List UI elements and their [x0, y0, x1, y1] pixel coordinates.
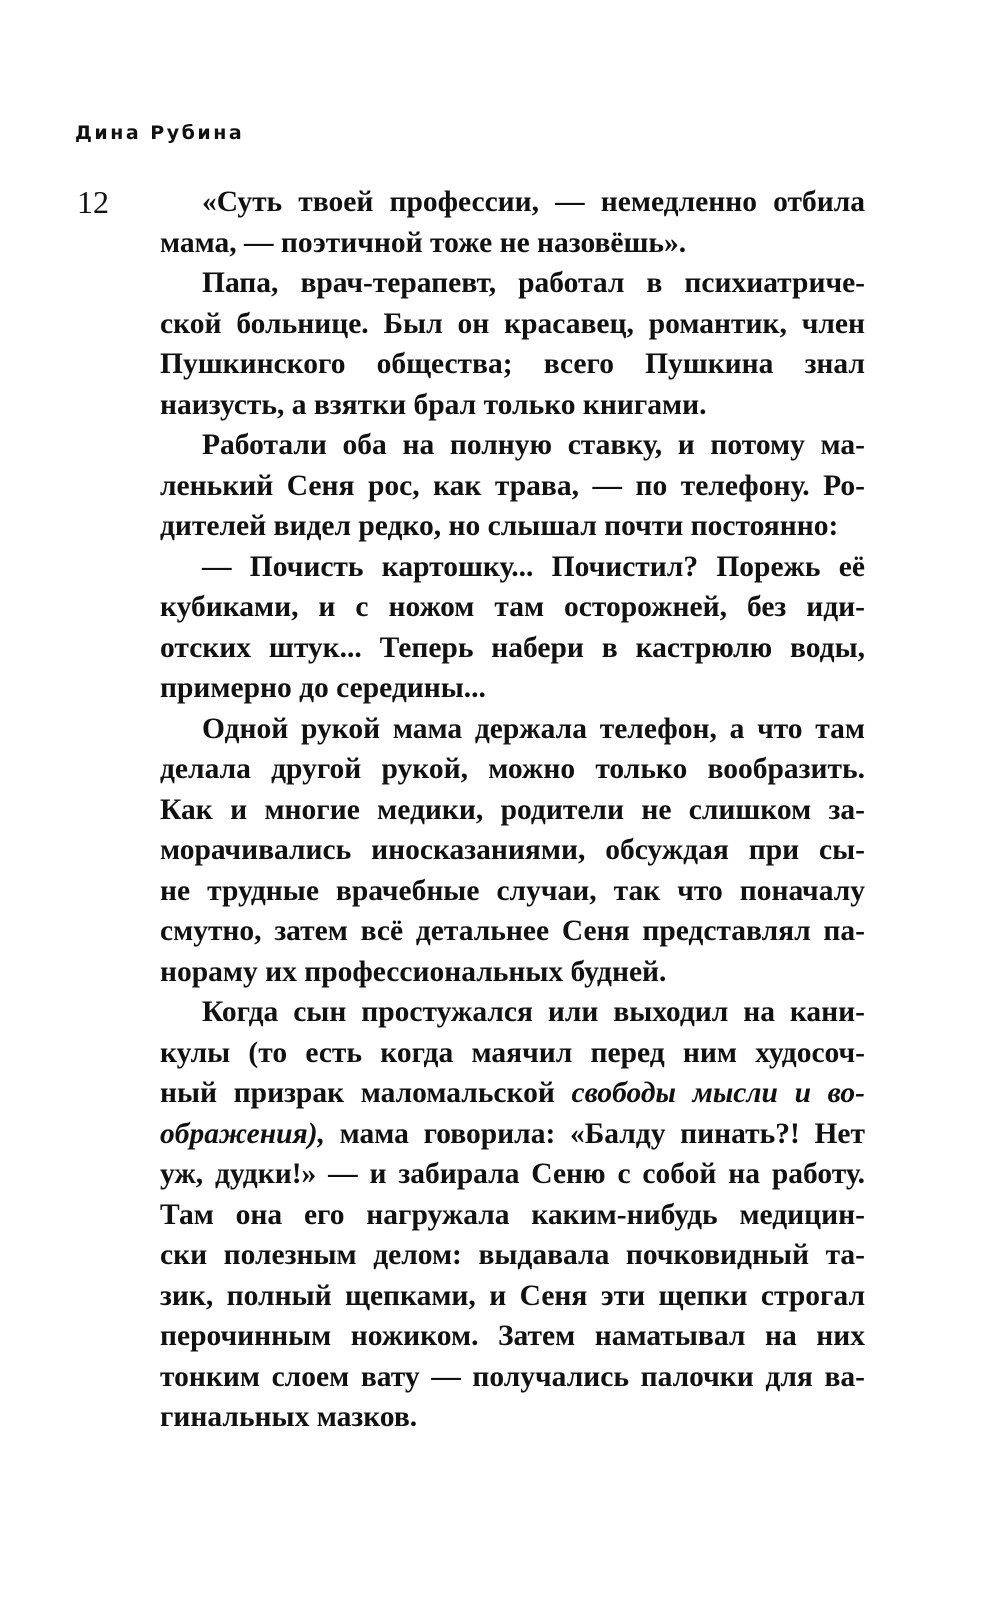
text-line [160, 1357, 865, 1398]
line-text: Там она его нагружала каким-нибудь медицин- [160, 1198, 865, 1231]
text-line [160, 263, 865, 304]
text-line [160, 871, 865, 912]
line-text: уж, дудки!» — и забирала Сеню с собой на работу. [160, 1158, 865, 1190]
line-text: мама говорила: «Балду пинать?! Нет [324, 1117, 865, 1150]
text-line [160, 182, 865, 223]
text-line [160, 668, 865, 709]
line-text: отских штук... Теперь набери в кастрюлю воды, [160, 631, 865, 664]
line-text: ски полезным делом: выдавала почковидный та- [160, 1239, 865, 1271]
text-line [160, 1073, 865, 1114]
text-line [160, 1235, 865, 1276]
line-text: кулы (то есть когда маячил перед ним худосоч- [160, 1036, 865, 1069]
text-line [160, 1114, 865, 1155]
text-line [160, 1316, 865, 1357]
running-header-author: Дина Рубина [75, 122, 245, 144]
line-text: Одной рукой мама держала телефон, а что там [202, 712, 865, 745]
line-text: Когда сын простужался или выходил на кани- [202, 996, 865, 1028]
text-line [160, 223, 865, 264]
line-text: Работали оба на полную ставку, и потому ма- [202, 429, 865, 461]
line-text: морачивались иносказаниями, обсуждая при сы- [160, 834, 865, 866]
line-text: Как и многие медики, родители не слишком за- [160, 793, 865, 826]
text-line [160, 506, 865, 547]
line-text: ской больнице. Был он красавец, романтик, член [160, 307, 865, 340]
text-line [160, 911, 865, 952]
text-line [160, 547, 865, 588]
text-line [160, 749, 865, 790]
text-line [160, 344, 865, 385]
text-line [160, 992, 865, 1033]
page-number: 12 [77, 184, 109, 220]
line-text: не трудные врачебные случаи, так что поначалу [160, 874, 865, 907]
italic-text: ображения), [160, 1117, 325, 1150]
line-text: примерно до середины... [160, 672, 486, 704]
text-line [160, 709, 865, 750]
text-line [160, 790, 865, 831]
line-text: делала другой рукой, можно только вообразить. [160, 753, 865, 785]
text-line [160, 466, 865, 507]
body-text [160, 182, 865, 1438]
line-text: мама, — поэтичной тоже не назовёшь». [160, 226, 687, 259]
text-line [160, 952, 865, 993]
text-line [160, 1397, 865, 1438]
line-text: Папа, врач-терапевт, работал в психиатриче- [202, 267, 865, 299]
line-text: Пушкинского общества; всего Пушкина знал [160, 348, 865, 380]
text-line [160, 385, 865, 426]
line-text: тонким слоем вату — получались палочки для ва- [160, 1360, 865, 1393]
line-text: кубиками, и с ножом там осторожней, без иди- [160, 591, 865, 623]
line-text: — Почисть картошку... Почистил? Порежь её [202, 550, 865, 583]
line-text: смутно, затем всё детальнее Сеня представлял па- [160, 915, 865, 947]
text-line [160, 587, 865, 628]
text-line [160, 1033, 865, 1074]
line-text: ленький Сеня рос, как трава, — по телефону. Ро- [160, 469, 865, 502]
text-line [160, 830, 865, 871]
text-line [160, 1195, 865, 1236]
line-text: нораму их профессиональных будней. [160, 955, 667, 988]
line-text: дителей видел редко, но слышал почти постоянно: [160, 510, 839, 542]
line-text: «Суть твоей профессии, — немедленно отбила [202, 186, 865, 218]
line-text: гинальных мазков. [160, 1401, 418, 1433]
line-text: зик, полный щепками, и Сеня эти щепки строгал [160, 1279, 865, 1312]
text-line [160, 304, 865, 345]
line-text: наизусть, а взятки брал только книгами. [160, 388, 707, 421]
line-text: ный призрак маломальской [160, 1077, 572, 1109]
text-line [160, 425, 865, 466]
text-line [160, 1154, 865, 1195]
italic-text: свободы мысли и во- [571, 1077, 865, 1109]
text-line [160, 1276, 865, 1317]
line-text: перочинным ножиком. Затем наматывал на них [160, 1320, 865, 1352]
text-line [160, 628, 865, 669]
